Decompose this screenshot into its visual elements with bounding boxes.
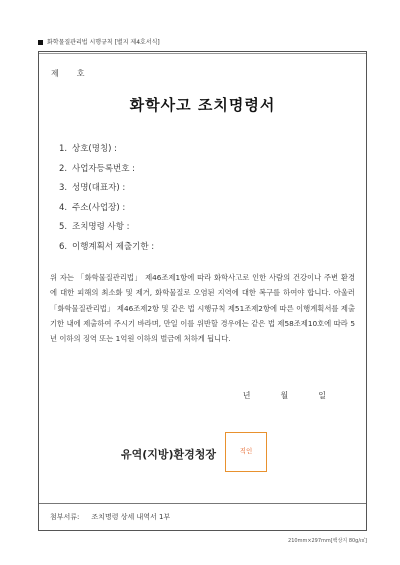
document-number-label: 제 <box>51 69 59 78</box>
order-body-text: 위 자는 「화학물질관리법」 제46조제1항에 따라 화학사고로 인한 사람의 건강이나 주변 환경에 대한 피해의 최소화 및 제거, 화학물질로 오염된 지역에 대한 복구를 하여야 합니다. 아울러 「화학물질관리법」 제46조제2항 및 같은 법 시행규칙 제51조제2항에 따른 이행계획서를 제출기한 내에 제출하여 주시기 바라며, 만일 이를 위반할 경우에는 같은 법 제58조제10호에 따라 5년 이하의 징역 또는 1억원 이하의 벌금에 처하게 됩니다. <box>50 273 355 344</box>
date-day-label: 일 <box>318 391 326 400</box>
item-label: 상호(명칭) : <box>72 144 118 154</box>
form-header-text: 화학물질관리법 시행규칙 [별지 제4호서식] <box>47 39 160 46</box>
paper-spec: 210mm×297mm[백상지 80g/㎡] <box>288 538 367 544</box>
attachment-value: 조치명령 상세 내역서 1부 <box>91 513 171 521</box>
item-list <box>59 140 154 257</box>
attachment-divider <box>39 503 366 504</box>
square-bullet-icon <box>38 40 43 45</box>
item-number: 4. <box>59 202 68 213</box>
item-label: 주소(사업장) : <box>72 202 126 213</box>
page-title: 화학사고 조치명령서 <box>129 96 276 114</box>
item-number: 6. <box>59 241 68 252</box>
item-number: 5. <box>59 222 68 232</box>
top-divider <box>39 53 366 54</box>
item-label: 조치명령 사항 : <box>72 222 130 232</box>
attachment-label: 첨부서류: <box>50 513 80 521</box>
date-year-label: 년 <box>242 391 251 400</box>
document-number <box>51 68 84 79</box>
list-item <box>59 238 154 258</box>
official-seal: 직인 <box>225 432 267 472</box>
order-form <box>38 51 367 531</box>
item-label: 사업자등록번호 : <box>72 163 136 174</box>
issue-date <box>213 390 326 401</box>
item-number: 1. <box>59 144 68 154</box>
item-number: 3. <box>59 183 68 193</box>
issuer-name: 유역(지방)환경청장 <box>121 448 217 461</box>
document-number-suffix: 호 <box>76 69 85 78</box>
date-month-label: 월 <box>280 391 289 400</box>
list-item <box>59 199 154 219</box>
list-item <box>59 140 154 160</box>
list-item <box>59 179 154 199</box>
item-label: 성명(대표자) : <box>72 183 126 193</box>
item-label: 이행계획서 제출기한 : <box>72 241 155 252</box>
attachment-row <box>50 512 170 522</box>
form-header <box>38 37 160 46</box>
list-item <box>59 218 154 238</box>
item-number: 2. <box>59 163 68 174</box>
list-item <box>59 160 154 180</box>
